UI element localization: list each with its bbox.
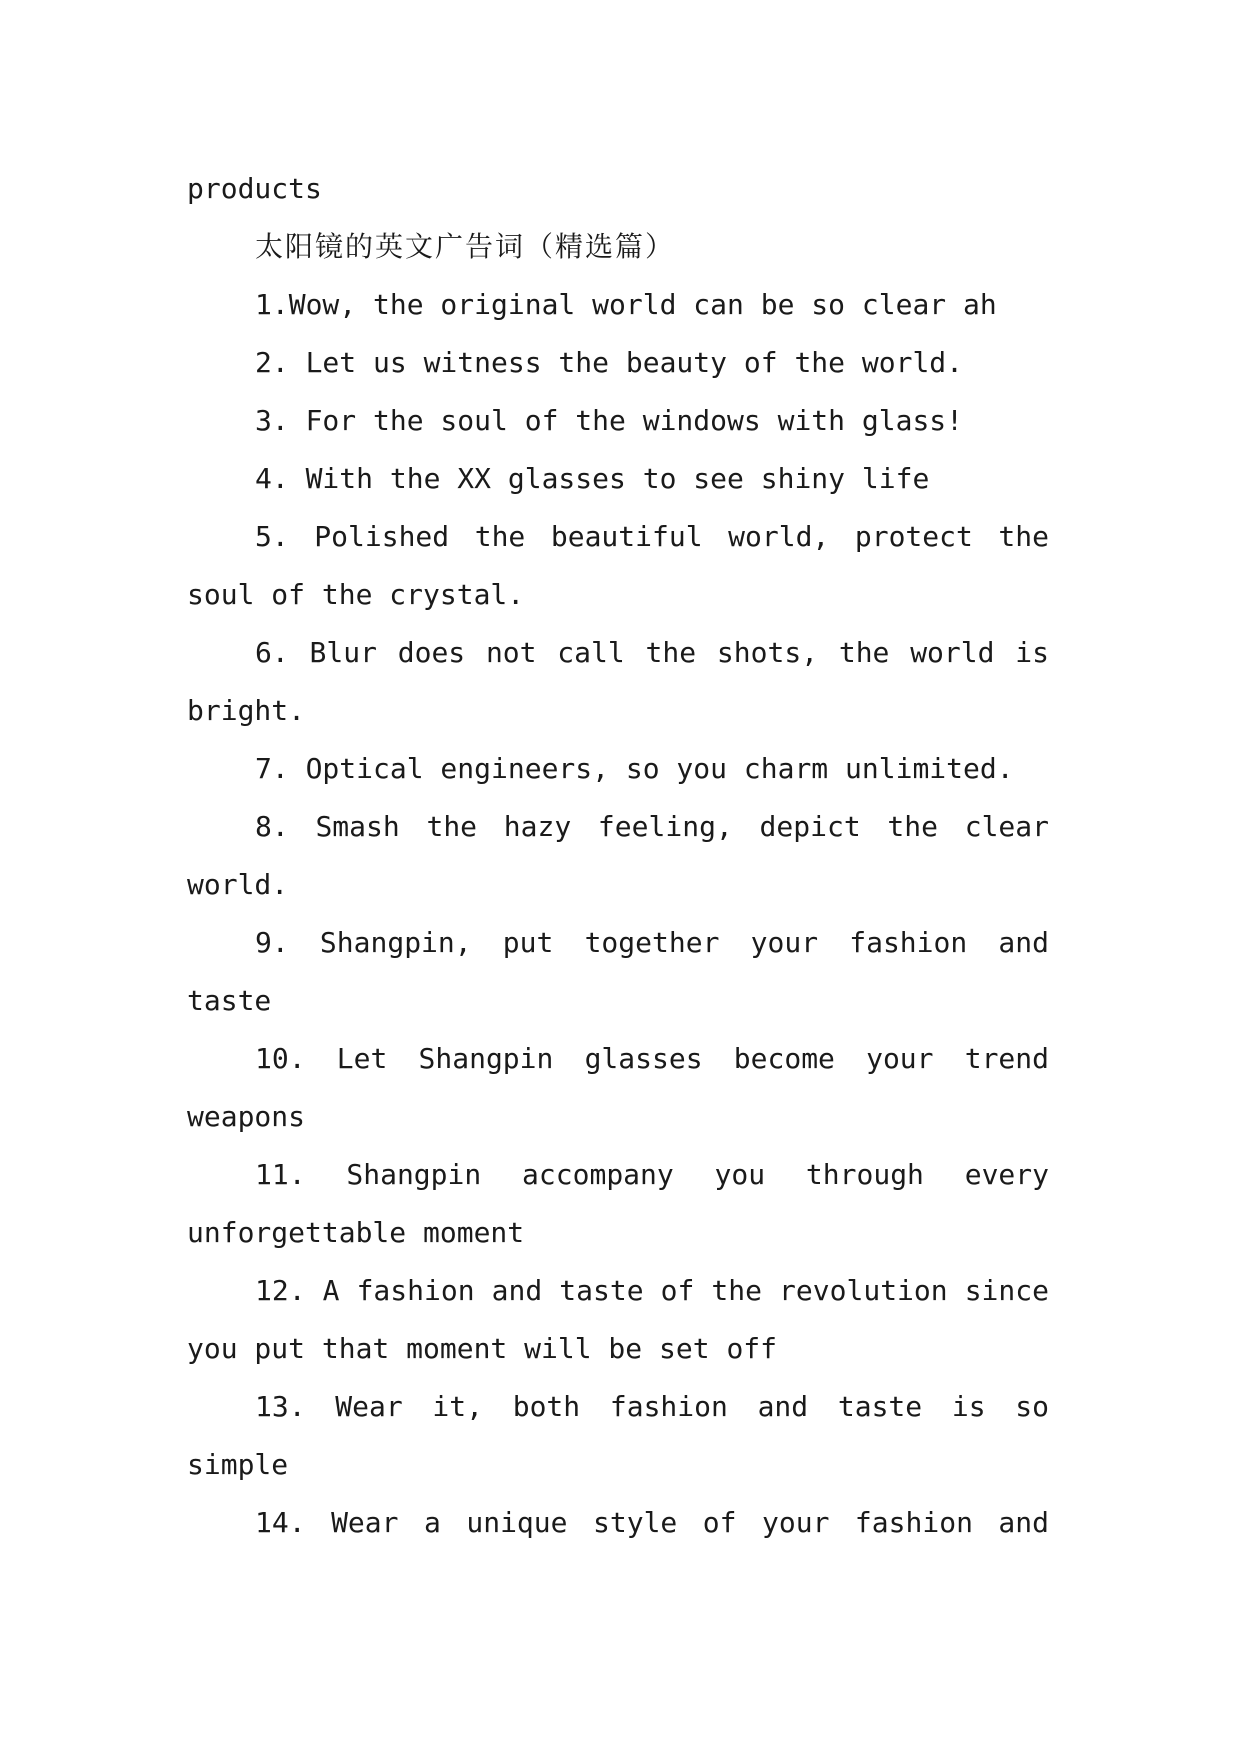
slogan-item-2: 2. Let us witness the beauty of the world. — [255, 346, 964, 379]
section-heading: 太阳镜的英文广告词（精选篇） — [255, 230, 676, 263]
slogan-item-10-line-2: weapons — [187, 1100, 306, 1133]
slogan-item-10-line-1: 10. Let Shangpin glasses become your trend — [255, 1042, 1049, 1075]
slogan-item-11-line-1: 11. Shangpin accompany you through every — [255, 1158, 1049, 1191]
slogan-item-13-line-1: 13. Wear it, both fashion and taste is so — [255, 1390, 1049, 1423]
document-body — [187, 160, 1049, 1552]
slogan-item-6-line-2: bright. — [187, 694, 306, 727]
slogan-item-12 — [187, 1262, 1049, 1378]
slogan-item-12-line-1: 12. A fashion and taste of the revolution since — [255, 1274, 1049, 1307]
carryover-text: products — [187, 172, 322, 205]
slogan-item-10 — [187, 1030, 1049, 1146]
slogan-item-8 — [187, 798, 1049, 914]
slogan-item-9-line-1: 9. Shangpin, put together your fashion and — [255, 926, 1049, 959]
slogan-item-9 — [187, 914, 1049, 1030]
slogan-item-9-line-2: taste — [187, 984, 272, 1017]
slogan-item-13 — [187, 1378, 1049, 1494]
slogan-item-5 — [187, 508, 1049, 624]
slogan-item-14-line-1: 14. Wear a unique style of your fashion and — [255, 1506, 1049, 1539]
slogan-item-11-line-2: unforgettable moment — [187, 1216, 525, 1249]
slogan-item-1: 1.Wow, the original world can be so clear ah — [255, 288, 997, 321]
slogan-item-8-line-1: 8. Smash the hazy feeling, depict the clear — [255, 810, 1049, 843]
slogan-item-13-line-2: simple — [187, 1448, 289, 1481]
slogan-item-4: 4. With the XX glasses to see shiny life — [255, 462, 930, 495]
slogan-item-12-line-2: you put that moment will be set off — [187, 1332, 778, 1365]
slogan-item-14 — [187, 1494, 1049, 1552]
slogan-item-6 — [187, 624, 1049, 740]
slogan-item-6-line-1: 6. Blur does not call the shots, the world is — [255, 636, 1049, 669]
slogan-item-11 — [187, 1146, 1049, 1262]
slogan-item-3: 3. For the soul of the windows with glass! — [255, 404, 964, 437]
slogan-item-5-line-2: soul of the crystal. — [187, 578, 525, 611]
slogan-item-7: 7. Optical engineers, so you charm unlimited. — [255, 752, 1014, 785]
slogan-item-5-line-1: 5. Polished the beautiful world, protect the — [255, 520, 1049, 553]
slogan-item-8-line-2: world. — [187, 868, 289, 901]
